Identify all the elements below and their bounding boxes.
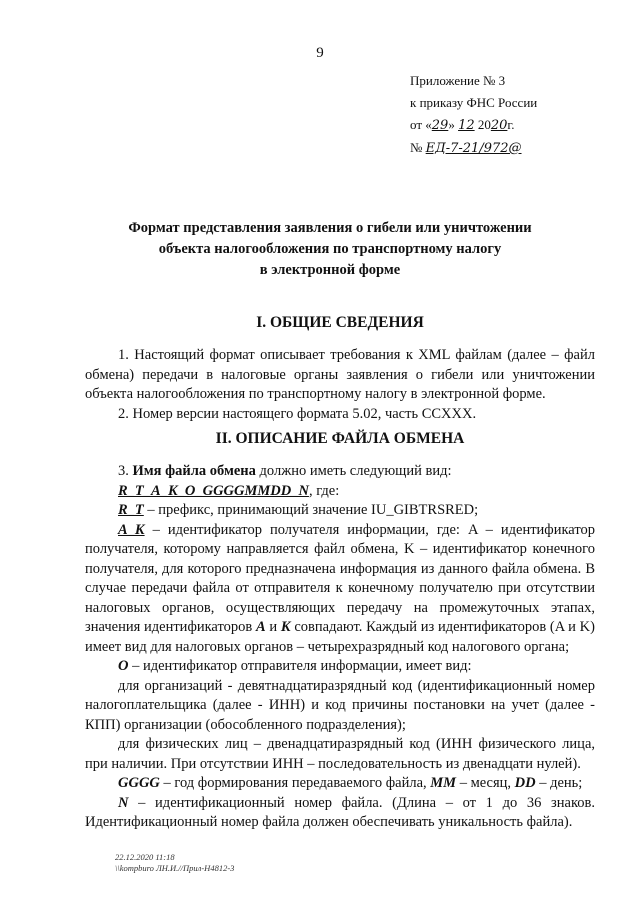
section-1-body — [85, 346, 595, 424]
appendix-number — [410, 137, 610, 160]
rt-term: R_T — [118, 502, 144, 518]
ak-and: и — [265, 619, 281, 635]
footer-line-2: \\kompburo ЛН.И.//Прил-Н4812-3 — [115, 863, 235, 873]
o-definition — [85, 657, 595, 677]
date-day: 29 — [431, 118, 449, 133]
date-year-prefix: 20 — [474, 117, 491, 132]
ak-term: A_K — [118, 521, 145, 538]
o-term: O — [118, 658, 129, 674]
ak-definition — [85, 521, 595, 658]
filename-pattern — [85, 482, 595, 502]
paragraph-3 — [85, 462, 595, 482]
gggg-term: GGGG — [118, 775, 160, 791]
date-prefix: от « — [410, 117, 432, 132]
pattern-term: R_T_A_K_O_GGGGMMDD_N — [118, 482, 309, 499]
dd-term: DD — [514, 775, 536, 791]
n-definition — [85, 794, 595, 833]
rt-desc: – префикс, принимающий значение IU_GIBTRSRED; — [143, 502, 479, 518]
footer-stamp — [115, 852, 234, 874]
rt-definition — [85, 501, 595, 521]
footer-line-1: 22.12.2020 11:18 — [115, 852, 175, 862]
title-line-3: в электронной форме — [259, 262, 401, 278]
appendix-date — [410, 114, 610, 137]
number-prefix: № — [410, 140, 426, 155]
date-definition — [85, 774, 595, 794]
appendix-line-1: Приложение № 3 — [410, 73, 506, 88]
document-title — [90, 218, 570, 281]
dd-desc: – день; — [535, 775, 583, 791]
n-term: N — [118, 794, 129, 811]
mm-term: MM — [430, 775, 457, 791]
paragraph-2: 2. Номер версии настоящего формата 5.02, часть CCXXX. — [118, 405, 477, 422]
ak-k: K — [280, 619, 291, 635]
o-desc: – идентификатор отправителя информации, имеет вид: — [128, 658, 472, 674]
page-number: 9 — [316, 45, 324, 61]
date-month: 12 — [458, 118, 475, 133]
ak-desc-2: совпадают. Каждый из идентификаторов (A и K) имеет вид для налоговых органов – четырехразрядный код налогового органа; — [85, 619, 595, 655]
appendix-block — [410, 70, 610, 160]
date-mid: » — [448, 117, 459, 132]
gggg-desc: – год формирования передаваемого файла, — [159, 775, 431, 791]
ak-desc-1: – идентификатор получателя информации, где: A – идентификатор получателя, которому направляется файл обмена, K – идентификатор конечного получателя, для которого предназначена информация из данного файла обмена. В случае передачи файла от отправителя к конечному получателю при отсутствии налоговых органов, осуществляющих передачу на промежуточных этапах, значения идентификаторов — [85, 521, 595, 635]
p3-number: 3. — [118, 463, 133, 479]
org-definition: для организаций - девятнадцатиразрядный код (идентификационный номер налогоплательщика (далее - ИНН) и код причины постановки на учет (далее - КПП) организации (обособленного подразделения); — [85, 677, 595, 733]
mm-desc: – месяц, — [456, 775, 515, 791]
section-2-heading: II. ОПИСАНИЕ ФАЙЛА ОБМЕНА — [215, 430, 465, 447]
paragraph-1: 1. Настоящий формат описывает требования к XML файлам (далее – файл обмена) передачи в налоговые органы заявления о гибели или уничтожении объекта налогообложения по транспортному налогу в электронной форме. — [85, 347, 595, 402]
n-desc: – идентификационный номер файла. (Длина – от 1 до 36 знаков. Идентификационный номер файла должен обеспечивать уникальность файла). — [85, 794, 595, 830]
person-definition: для физических лиц – двенадцатиразрядный код (ИНН физического лица, при наличии. При отсутствии ИНН – последовательность из двенадцати нулей). — [85, 736, 595, 772]
p3-rest: должно иметь следующий вид: — [255, 463, 452, 479]
appendix-line-2: к приказу ФНС России — [410, 95, 538, 110]
title-line-1: Формат представления заявления о гибели или уничтожении — [128, 220, 532, 236]
section-2-body — [85, 462, 595, 833]
p3-bold: Имя файла обмена — [132, 463, 256, 479]
date-suffix: г. — [507, 117, 515, 132]
ak-a: A — [255, 619, 266, 635]
pattern-rest: , где: — [308, 482, 340, 499]
title-line-2: объекта налогообложения по транспортному налогу — [158, 241, 502, 257]
date-year: 20 — [490, 118, 508, 133]
order-number: ЕД-7-21/972@ — [425, 141, 522, 156]
section-1-heading: I. ОБЩИЕ СВЕДЕНИЯ — [256, 314, 424, 331]
